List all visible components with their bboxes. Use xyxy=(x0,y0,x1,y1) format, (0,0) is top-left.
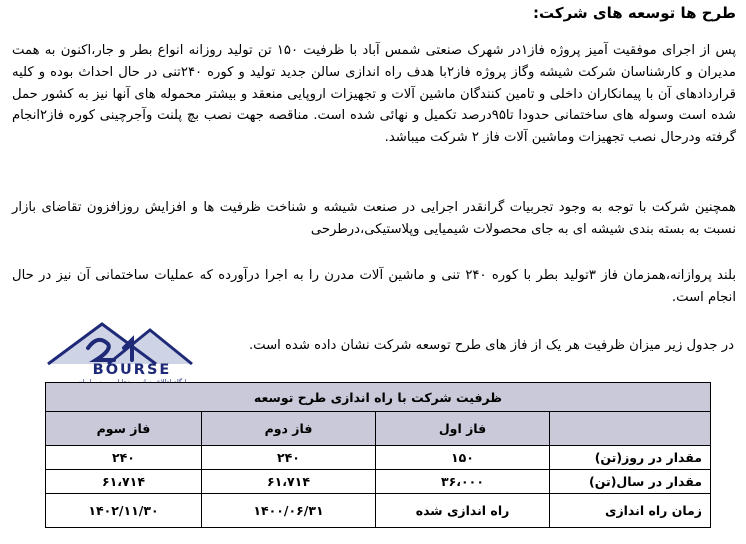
row-label-daily: مقدار در روز(تن) xyxy=(550,446,711,470)
capacity-table xyxy=(45,382,711,528)
table-title: ظرفیت شرکت با راه اندازی طرح توسعه xyxy=(46,383,711,412)
header-phase-2: فاز دوم xyxy=(202,412,376,446)
header-phase-1: فاز اول xyxy=(376,412,550,446)
table-row-annual xyxy=(46,470,711,494)
paragraph-market-demand: همچنین شرکت با توجه به وجود تجربیات گرانقدر اجرایی در صنعت شیشه و شناخت ظرفیت ها و افزایش روزافزون تقاضای بازار نسبت به بسته بندی شیشه ای به جای محصولات شیمیایی وپلاستیکی،درطرحی xyxy=(12,200,736,237)
table-header-row xyxy=(46,412,711,446)
table-row-launch xyxy=(46,494,711,528)
cell-daily-phase-2: ۲۴۰ xyxy=(202,446,376,470)
cell-annual-phase-3: ۶۱،۷۱۴ xyxy=(46,470,202,494)
table-row-daily xyxy=(46,446,711,470)
cell-annual-phase-2: ۶۱،۷۱۴ xyxy=(202,470,376,494)
row-label-annual: مقدار در سال(تن) xyxy=(550,470,711,494)
cell-annual-phase-1: ۳۶،۰۰۰ xyxy=(376,470,550,494)
cell-daily-phase-1: ۱۵۰ xyxy=(376,446,550,470)
header-empty xyxy=(550,412,711,446)
paragraph-phase-three: بلند پروازانه،همزمان فاز ۳تولید بطر با کوره ۲۴۰ تنی و ماشین آلات مدرن را به اجرا درآورده که عملیات ساختمانی آن نیز در حال انجام است. xyxy=(12,268,736,305)
header-phase-3: فاز سوم xyxy=(46,412,202,446)
row-label-launch: زمان راه اندازی xyxy=(550,494,711,528)
bourse-logo-mark xyxy=(40,318,220,366)
section-heading: طرح ها توسعه های شرکت: xyxy=(532,4,736,22)
paragraph-table-intro: در جدول زیر میزان ظرفیت هر یک از فاز های طرح توسعه شرکت نشان داده شده است. xyxy=(248,338,734,353)
cell-launch-phase-3: ۱۴۰۲/۱۱/۳۰ xyxy=(46,494,202,528)
bourse-logo xyxy=(40,318,220,380)
bourse-logo-text: BOURSE xyxy=(92,362,172,378)
paragraph-phase-two: پس از اجرای موفقیت آمیز پروژه فاز۱در شهرک صنعتی شمس آباد با ظرفیت ۱۵۰ تن تولید روزانه انواع بطر و جار،اکنون به همت مدیران و کارشناسان شرکت شیشه وگاز پروژه فاز۲با هدف راه اندازی سالن جدید تولید و کوره ۲۴۰تنی در حال احداث بوده و کلیه قراردادهای آن با پیمانکاران داخلی و تامین کنندگان ماشین آلات و تجهیزات اروپایی منعقد و بیشتر محموله های آنها نیز به کشور حمل شده است وسوله های ساختمانی حدودا تا۹۵درصد تکمیل و نهائی شده است. مناقصه جهت نصب بچ پلنت وآجرچینی کوره فاز۲انجام گرفته ودرحال نصب تجهیزات وماشین آلات فاز ۲ شرکت میباشد. xyxy=(12,43,737,146)
cell-launch-phase-2: ۱۴۰۰/۰۶/۳۱ xyxy=(202,494,376,528)
cell-daily-phase-3: ۲۴۰ xyxy=(46,446,202,470)
cell-launch-phase-1: راه اندازی شده xyxy=(376,494,550,528)
